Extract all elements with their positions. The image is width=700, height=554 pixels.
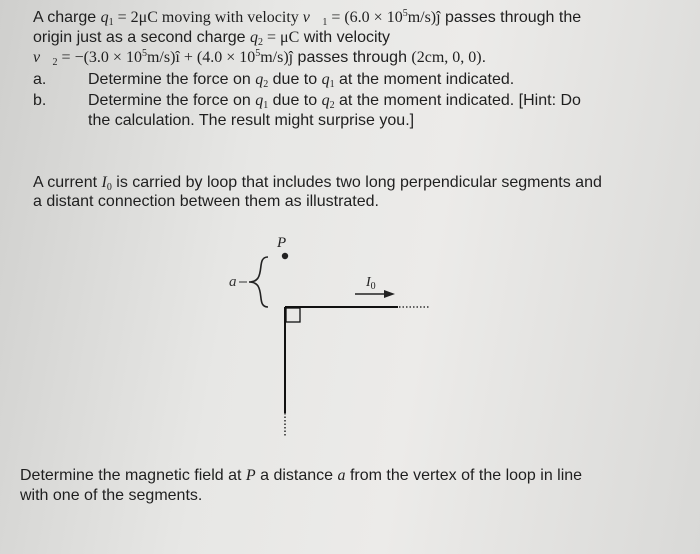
q2-symbol: q <box>250 29 259 46</box>
q1-symbol: q <box>100 9 109 26</box>
q2-subscript: 2 <box>263 79 269 90</box>
text-segment: at the moment indicated. <box>334 71 515 88</box>
text-segment: passes through <box>293 49 412 66</box>
part-b-text-line2: the calculation. The result might surprise you.] <box>88 112 415 129</box>
text-segment: is carried by loop that includes two long perpendicular segments and <box>111 174 602 191</box>
problem2-line1 <box>33 173 602 193</box>
problem1-line2 <box>33 28 390 48</box>
part-a-text <box>88 70 514 90</box>
v2-expression: = −(3.0 × 10 <box>57 49 142 66</box>
text-segment: origin just as a second charge <box>33 29 251 46</box>
v1-symbol: v⃗ <box>302 9 323 26</box>
current-subscript: 0 <box>106 182 112 193</box>
part-b-text <box>88 91 581 111</box>
q1-symbol: q <box>321 71 330 88</box>
q1-symbol: q <box>255 92 264 109</box>
v2-expression-end: m/s)ĵ <box>260 49 294 66</box>
v1-expression-unit: m/s)ĵ <box>407 9 441 26</box>
text-segment: Determine the force on <box>88 92 256 109</box>
text-segment: with velocity <box>299 29 390 46</box>
label-a: a <box>229 274 237 290</box>
right-angle-marker <box>286 308 300 322</box>
point-coordinates: (2cm, 0, 0) <box>411 49 482 66</box>
problem1-line1 <box>33 8 581 28</box>
text-segment: Determine the magnetic field at <box>20 467 246 484</box>
v1-subscript: 1 <box>322 17 328 28</box>
text-segment: Determine the force on <box>88 71 256 88</box>
current-arrow-head <box>384 290 395 298</box>
distance-a-symbol: a <box>337 467 346 484</box>
loop-diagram <box>225 225 445 440</box>
curly-brace <box>249 257 268 307</box>
v2-subscript: 2 <box>52 57 58 68</box>
text-segment: passes through the <box>440 9 582 26</box>
q1-value: = 2μC moving with velocity <box>113 9 303 26</box>
text-segment: A charge <box>33 9 101 26</box>
text-segment: due to <box>268 92 322 109</box>
q1-subscript: 1 <box>329 79 335 90</box>
v2-symbol: v⃗ <box>33 49 53 66</box>
v2-expression-mid: m/s)î + (4.0 × 10 <box>146 49 256 66</box>
text-segment: . <box>481 49 487 66</box>
v1-expression: = (6.0 × 10 <box>327 9 403 26</box>
question-line2: with one of the segments. <box>20 487 203 504</box>
text-segment: a distance <box>255 467 338 484</box>
q2-symbol: q <box>255 71 264 88</box>
text-segment: from the vertex of the loop in line <box>345 467 583 484</box>
current-symbol: I <box>101 174 107 191</box>
text-segment: due to <box>268 71 322 88</box>
point-p-symbol: P <box>245 467 256 484</box>
q2-value: = μC <box>263 29 300 46</box>
q1-subscript: 1 <box>108 17 114 28</box>
q2-subscript: 2 <box>258 37 264 48</box>
q2-subscript: 2 <box>329 100 335 111</box>
problem2-line2: a distant connection between them as illustrated. <box>33 193 379 210</box>
label-p: P <box>277 235 287 251</box>
v2-exponent-2: 5 <box>255 48 261 59</box>
label-current: $I_0$ <box>366 275 376 292</box>
question-line1 <box>20 466 582 486</box>
v1-exponent: 5 <box>402 8 408 19</box>
problem1-line3 <box>33 48 486 68</box>
q1-subscript: 1 <box>263 100 269 111</box>
point-p-dot <box>282 253 288 259</box>
v2-exponent-1: 5 <box>141 48 147 59</box>
part-b-label: b. <box>33 92 47 109</box>
part-a-label: a. <box>33 71 47 88</box>
text-segment: at the moment indicated. [Hint: Do <box>334 92 581 109</box>
q2-symbol: q <box>321 92 330 109</box>
text-segment: A current <box>33 174 102 191</box>
